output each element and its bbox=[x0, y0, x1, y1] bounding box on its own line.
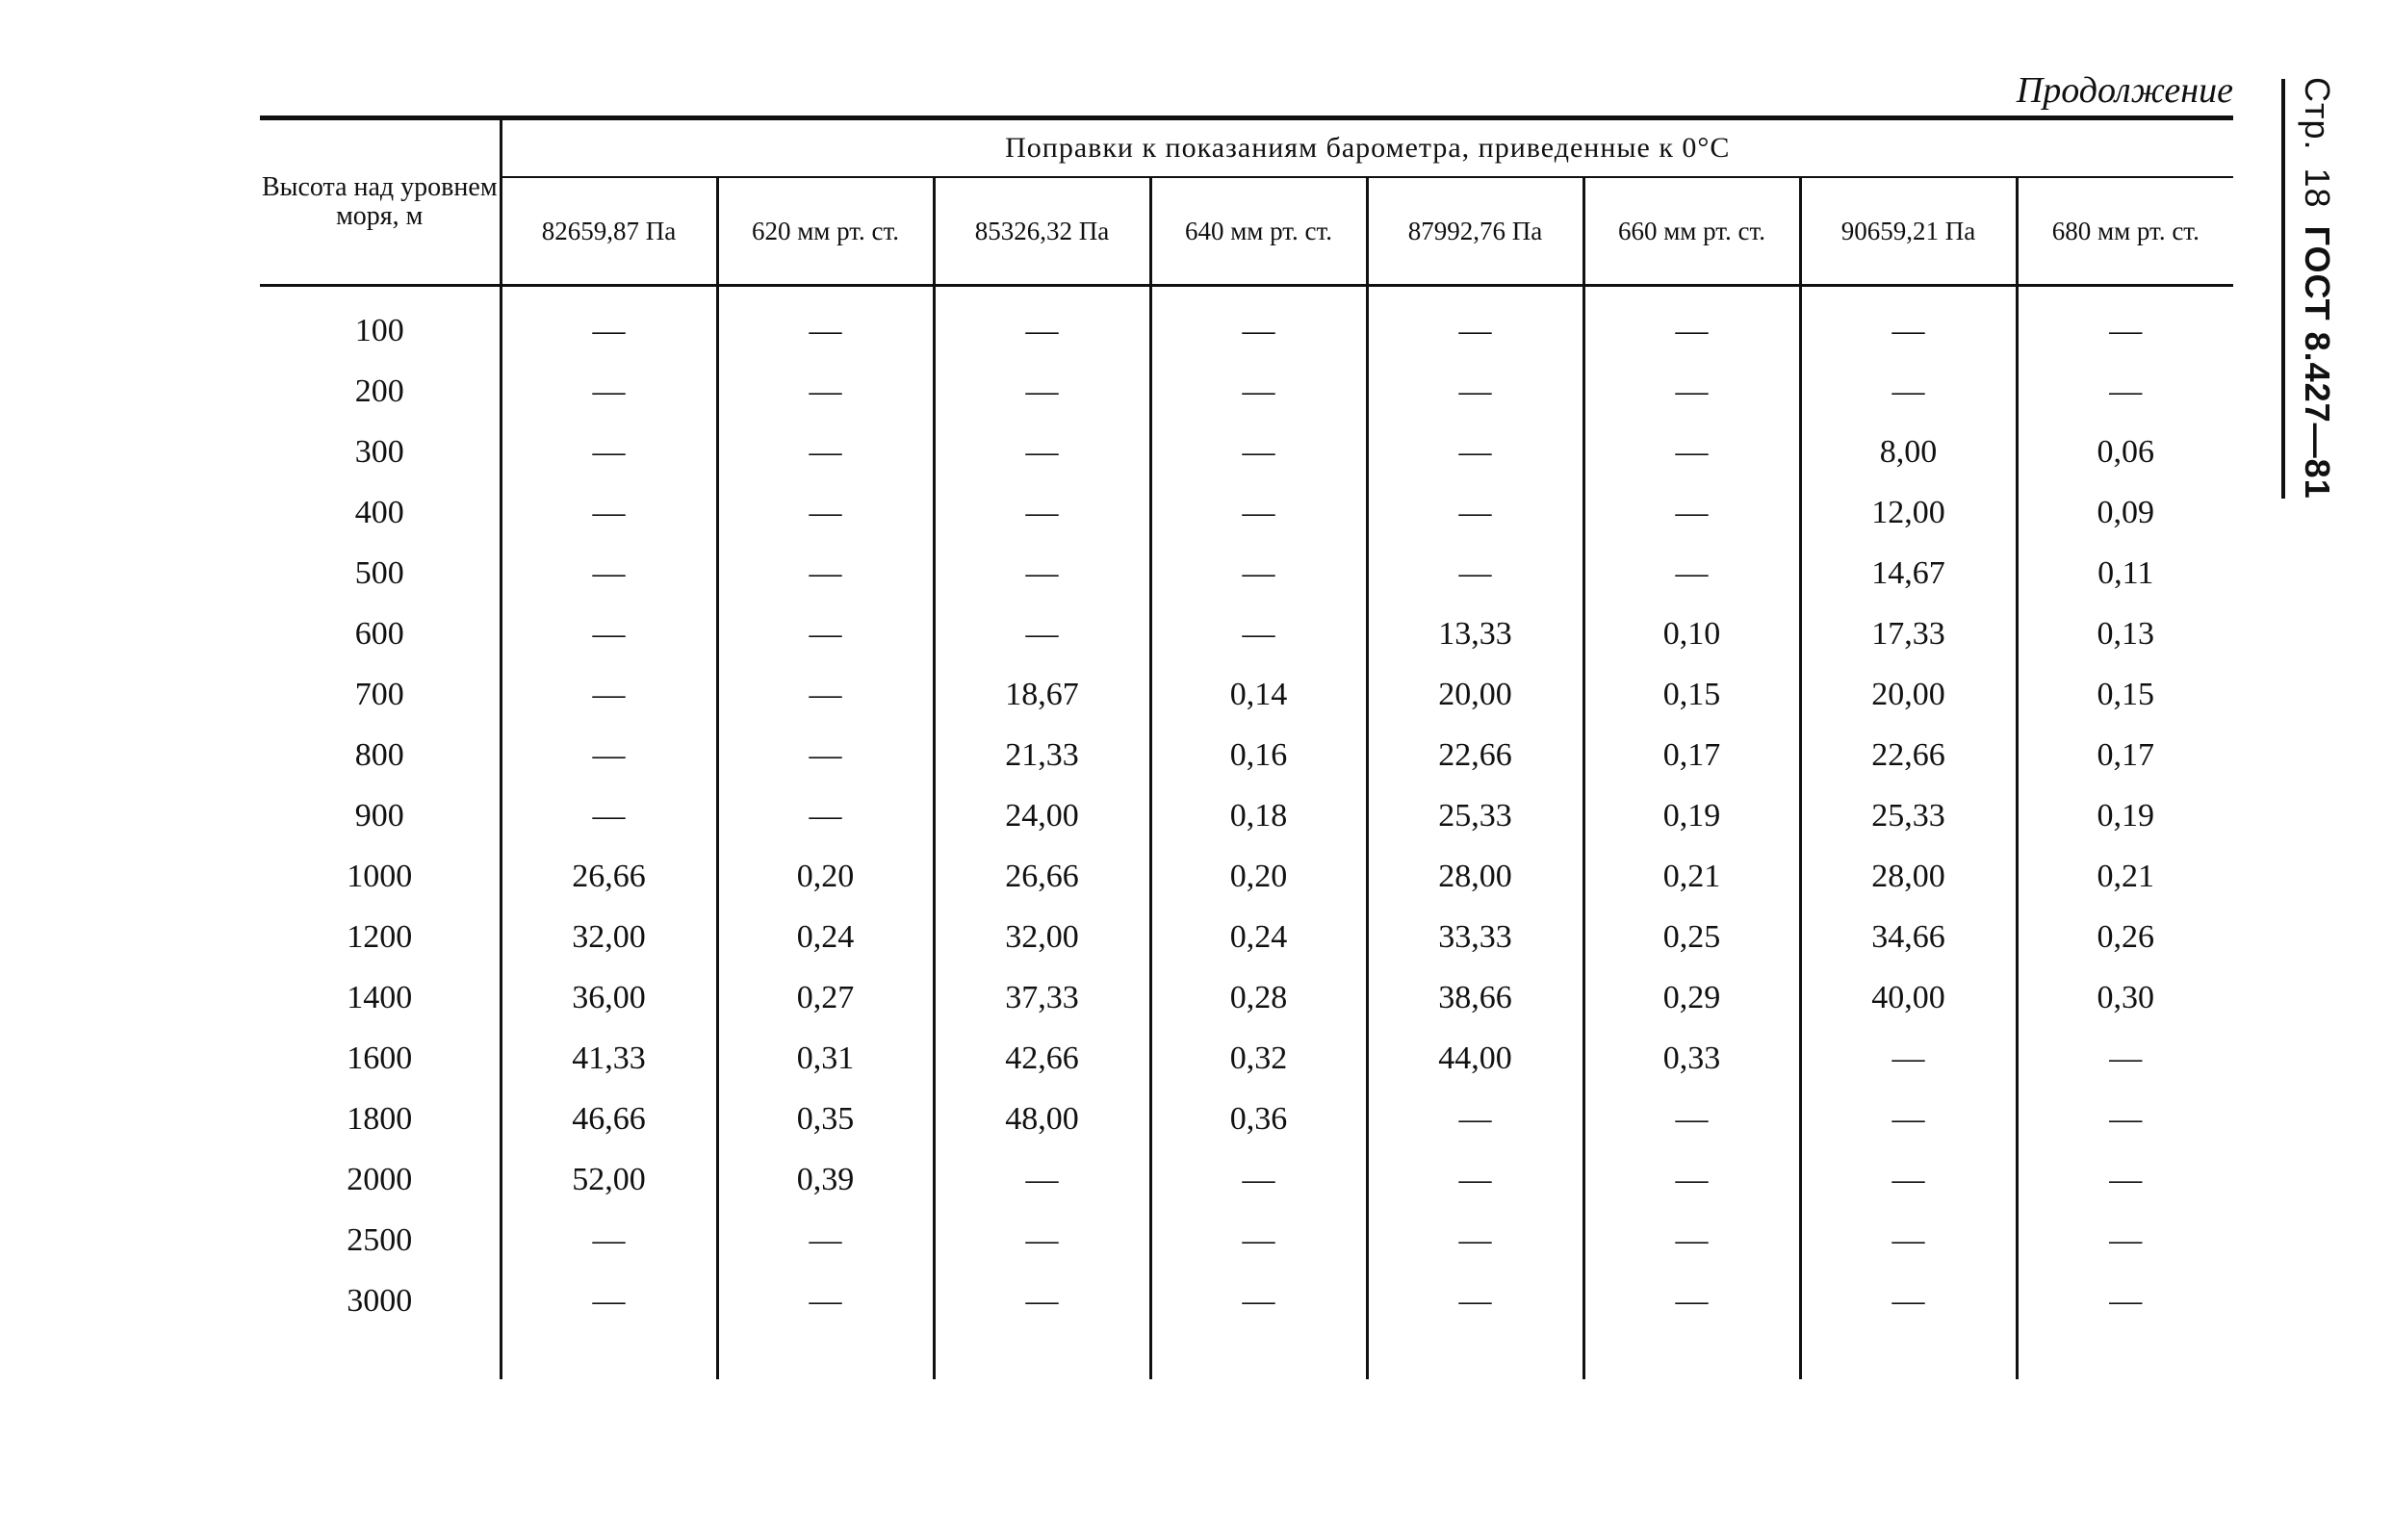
altitude-header: Высота над уровнем моря, м bbox=[260, 118, 501, 286]
table-row bbox=[260, 543, 2233, 603]
correction-cell: — bbox=[934, 482, 1150, 543]
correction-cell: — bbox=[1800, 1149, 2017, 1210]
correction-cell: — bbox=[717, 543, 934, 603]
altitude-cell: 300 bbox=[354, 433, 404, 470]
column-header: 85326,32 Па bbox=[934, 177, 1150, 286]
correction-cell: 0,09 bbox=[2017, 482, 2233, 543]
correction-cell: 0,10 bbox=[1583, 603, 1800, 664]
running-header bbox=[2297, 77, 2337, 500]
correction-cell: — bbox=[1367, 1270, 1583, 1331]
correction-cell: — bbox=[1800, 361, 2017, 422]
correction-cell: 46,66 bbox=[501, 1089, 717, 1149]
correction-cell: — bbox=[501, 603, 717, 664]
table-header bbox=[260, 118, 2233, 286]
correction-cell: — bbox=[1583, 361, 1800, 422]
correction-cell: — bbox=[934, 361, 1150, 422]
correction-cell: — bbox=[1367, 422, 1583, 482]
altitude-cell: 3000 bbox=[347, 1282, 413, 1319]
correction-cell: 44,00 bbox=[1367, 1028, 1583, 1089]
correction-cell: — bbox=[2017, 1028, 2233, 1089]
correction-cell: — bbox=[1150, 603, 1367, 664]
correction-cell: 0,16 bbox=[1150, 725, 1367, 785]
correction-cell: — bbox=[934, 300, 1150, 361]
correction-cell: — bbox=[717, 725, 934, 785]
correction-cell: 52,00 bbox=[501, 1149, 717, 1210]
column-header: 680 мм рт. ст. bbox=[2017, 177, 2233, 286]
table-row bbox=[260, 361, 2233, 422]
correction-cell: — bbox=[1583, 1089, 1800, 1149]
correction-cell: — bbox=[2017, 1270, 2233, 1331]
correction-cell: — bbox=[501, 543, 717, 603]
correction-cell: 0,11 bbox=[2017, 543, 2233, 603]
correction-cell: — bbox=[1150, 543, 1367, 603]
correction-cell: 0,21 bbox=[1583, 846, 1800, 907]
table-row bbox=[260, 725, 2233, 785]
correction-cell: — bbox=[717, 664, 934, 725]
correction-cell: — bbox=[501, 361, 717, 422]
table-row bbox=[260, 1210, 2233, 1270]
correction-cell: — bbox=[717, 785, 934, 846]
correction-cell: 32,00 bbox=[501, 907, 717, 967]
correction-cell: 36,00 bbox=[501, 967, 717, 1028]
correction-cell: — bbox=[934, 603, 1150, 664]
correction-cell: — bbox=[1367, 300, 1583, 361]
correction-cell: 18,67 bbox=[934, 664, 1150, 725]
correction-cell: 8,00 bbox=[1800, 422, 2017, 482]
correction-cell: 17,33 bbox=[1800, 603, 2017, 664]
correction-cell: 0,29 bbox=[1583, 967, 1800, 1028]
column-header-row bbox=[260, 177, 2233, 286]
correction-cell: — bbox=[2017, 1089, 2233, 1149]
correction-cell: 28,00 bbox=[1367, 846, 1583, 907]
correction-cell: — bbox=[2017, 300, 2233, 361]
column-header: 640 мм рт. ст. bbox=[1150, 177, 1367, 286]
altitude-cell: 700 bbox=[354, 676, 404, 712]
correction-cell: 34,66 bbox=[1800, 907, 2017, 967]
correction-cell: 12,00 bbox=[1800, 482, 2017, 543]
correction-cell: 48,00 bbox=[934, 1089, 1150, 1149]
correction-cell: 20,00 bbox=[1800, 664, 2017, 725]
page-prefix: Стр. bbox=[2298, 77, 2337, 151]
column-header: 87992,76 Па bbox=[1367, 177, 1583, 286]
correction-cell: 0,30 bbox=[2017, 967, 2233, 1028]
correction-cell: 0,26 bbox=[2017, 907, 2233, 967]
correction-cell: — bbox=[1583, 1149, 1800, 1210]
altitude-cell: 1200 bbox=[347, 918, 413, 955]
correction-cell: — bbox=[2017, 361, 2233, 422]
table-row bbox=[260, 1270, 2233, 1331]
correction-table bbox=[260, 116, 2233, 1379]
altitude-cell: 100 bbox=[354, 312, 404, 348]
correction-cell: — bbox=[1150, 1210, 1367, 1270]
group-header: Поправки к показаниям барометра, приведенные к 0°С bbox=[501, 118, 2233, 178]
correction-cell: — bbox=[1367, 1149, 1583, 1210]
correction-cell: — bbox=[501, 725, 717, 785]
altitude-cell: 600 bbox=[354, 615, 404, 652]
correction-cell: — bbox=[717, 1270, 934, 1331]
correction-cell: 0,33 bbox=[1583, 1028, 1800, 1089]
correction-cell: — bbox=[1150, 422, 1367, 482]
continuation-label: Продолжение bbox=[2016, 70, 2233, 111]
correction-cell: — bbox=[717, 482, 934, 543]
correction-cell: — bbox=[934, 1270, 1150, 1331]
correction-cell: — bbox=[717, 300, 934, 361]
correction-cell: — bbox=[1800, 1089, 2017, 1149]
column-header: 660 мм рт. ст. bbox=[1583, 177, 1800, 286]
correction-cell: 14,67 bbox=[1800, 543, 2017, 603]
correction-cell: — bbox=[501, 422, 717, 482]
correction-cell: — bbox=[1583, 1270, 1800, 1331]
correction-cell: 32,00 bbox=[934, 907, 1150, 967]
correction-cell: 26,66 bbox=[934, 846, 1150, 907]
correction-cell: 0,27 bbox=[717, 967, 934, 1028]
correction-cell: — bbox=[1367, 543, 1583, 603]
table-row bbox=[260, 482, 2233, 543]
correction-cell: 13,33 bbox=[1367, 603, 1583, 664]
altitude-cell: 200 bbox=[354, 372, 404, 409]
column-header: 82659,87 Па bbox=[501, 177, 717, 286]
correction-cell: 0,06 bbox=[2017, 422, 2233, 482]
altitude-cell: 900 bbox=[354, 797, 404, 834]
correction-cell: — bbox=[717, 1210, 934, 1270]
correction-cell: 21,33 bbox=[934, 725, 1150, 785]
correction-cell: — bbox=[1367, 1210, 1583, 1270]
correction-cell: 0,36 bbox=[1150, 1089, 1367, 1149]
side-rule bbox=[2281, 79, 2285, 499]
correction-cell: 33,33 bbox=[1367, 907, 1583, 967]
table-row bbox=[260, 422, 2233, 482]
correction-cell: — bbox=[1367, 482, 1583, 543]
correction-cell: 0,21 bbox=[2017, 846, 2233, 907]
correction-cell: 26,66 bbox=[501, 846, 717, 907]
correction-cell: — bbox=[934, 1210, 1150, 1270]
correction-cell: 0,18 bbox=[1150, 785, 1367, 846]
correction-cell: 0,19 bbox=[2017, 785, 2233, 846]
correction-cell: 0,31 bbox=[717, 1028, 934, 1089]
correction-cell: 0,32 bbox=[1150, 1028, 1367, 1089]
correction-cell: — bbox=[934, 422, 1150, 482]
table-row bbox=[260, 967, 2233, 1028]
correction-cell: — bbox=[1583, 482, 1800, 543]
correction-cell: — bbox=[1150, 1270, 1367, 1331]
correction-cell: — bbox=[1367, 361, 1583, 422]
table-row bbox=[260, 846, 2233, 907]
correction-cell: — bbox=[1367, 1089, 1583, 1149]
correction-cell: — bbox=[501, 300, 717, 361]
correction-cell: — bbox=[1150, 1149, 1367, 1210]
correction-cell: 25,33 bbox=[1367, 785, 1583, 846]
table-row bbox=[260, 603, 2233, 664]
table-row bbox=[260, 1089, 2233, 1149]
document-code: ГОСТ 8.427—81 bbox=[2298, 225, 2337, 500]
table bbox=[260, 116, 2233, 1379]
correction-cell: 38,66 bbox=[1367, 967, 1583, 1028]
correction-cell: — bbox=[934, 543, 1150, 603]
table-row bbox=[260, 664, 2233, 725]
correction-cell: — bbox=[2017, 1149, 2233, 1210]
altitude-cell: 400 bbox=[354, 494, 404, 530]
correction-cell: — bbox=[501, 664, 717, 725]
correction-cell: — bbox=[1583, 543, 1800, 603]
correction-cell: 0,17 bbox=[2017, 725, 2233, 785]
altitude-cell: 1000 bbox=[347, 858, 413, 894]
correction-cell: 0,19 bbox=[1583, 785, 1800, 846]
correction-cell: — bbox=[1583, 1210, 1800, 1270]
correction-cell: 24,00 bbox=[934, 785, 1150, 846]
correction-cell: 28,00 bbox=[1800, 846, 2017, 907]
altitude-cell: 1600 bbox=[347, 1040, 413, 1076]
correction-cell: 22,66 bbox=[1367, 725, 1583, 785]
table-body bbox=[260, 286, 2233, 1380]
correction-cell: 0,35 bbox=[717, 1089, 934, 1149]
correction-cell: — bbox=[1583, 422, 1800, 482]
table-row bbox=[260, 1028, 2233, 1089]
correction-cell: — bbox=[1800, 1028, 2017, 1089]
table-row bbox=[260, 1149, 2233, 1210]
correction-cell: 0,28 bbox=[1150, 967, 1367, 1028]
correction-cell: 25,33 bbox=[1800, 785, 2017, 846]
correction-cell: 20,00 bbox=[1367, 664, 1583, 725]
correction-cell: 37,33 bbox=[934, 967, 1150, 1028]
altitude-cell: 1400 bbox=[347, 979, 413, 1015]
correction-cell: 0,24 bbox=[1150, 907, 1367, 967]
correction-cell: — bbox=[1800, 1270, 2017, 1331]
correction-cell: 41,33 bbox=[501, 1028, 717, 1089]
correction-cell: — bbox=[717, 603, 934, 664]
altitude-cell: 1800 bbox=[347, 1100, 413, 1137]
altitude-cell: 500 bbox=[354, 554, 404, 591]
correction-cell: 0,13 bbox=[2017, 603, 2233, 664]
altitude-cell: 2000 bbox=[347, 1161, 413, 1197]
correction-cell: — bbox=[1800, 1210, 2017, 1270]
correction-cell: 40,00 bbox=[1800, 967, 2017, 1028]
correction-cell: — bbox=[501, 1270, 717, 1331]
correction-cell: — bbox=[501, 1210, 717, 1270]
correction-cell: 0,14 bbox=[1150, 664, 1367, 725]
table-row bbox=[260, 785, 2233, 846]
correction-cell: 0,20 bbox=[717, 846, 934, 907]
correction-cell: 42,66 bbox=[934, 1028, 1150, 1089]
correction-cell: 0,39 bbox=[717, 1149, 934, 1210]
correction-cell: 0,15 bbox=[2017, 664, 2233, 725]
correction-cell: — bbox=[717, 361, 934, 422]
altitude-cell: 800 bbox=[354, 736, 404, 773]
correction-cell: 0,20 bbox=[1150, 846, 1367, 907]
correction-cell: — bbox=[1583, 300, 1800, 361]
correction-cell: 0,24 bbox=[717, 907, 934, 967]
correction-cell: 22,66 bbox=[1800, 725, 2017, 785]
correction-cell: — bbox=[1150, 300, 1367, 361]
page-number: 18 bbox=[2298, 167, 2337, 209]
table-row bbox=[260, 907, 2233, 967]
correction-cell: — bbox=[1800, 300, 2017, 361]
column-header: 90659,21 Па bbox=[1800, 177, 2017, 286]
correction-cell: — bbox=[934, 1149, 1150, 1210]
correction-cell: — bbox=[501, 785, 717, 846]
correction-cell: 0,17 bbox=[1583, 725, 1800, 785]
correction-cell: — bbox=[2017, 1210, 2233, 1270]
correction-cell: — bbox=[1150, 361, 1367, 422]
correction-cell: — bbox=[501, 482, 717, 543]
correction-cell: — bbox=[1150, 482, 1367, 543]
table-row bbox=[260, 300, 2233, 361]
correction-cell: — bbox=[717, 422, 934, 482]
correction-cell: 0,15 bbox=[1583, 664, 1800, 725]
altitude-cell: 2500 bbox=[347, 1221, 413, 1258]
correction-cell: 0,25 bbox=[1583, 907, 1800, 967]
column-header: 620 мм рт. ст. bbox=[717, 177, 934, 286]
